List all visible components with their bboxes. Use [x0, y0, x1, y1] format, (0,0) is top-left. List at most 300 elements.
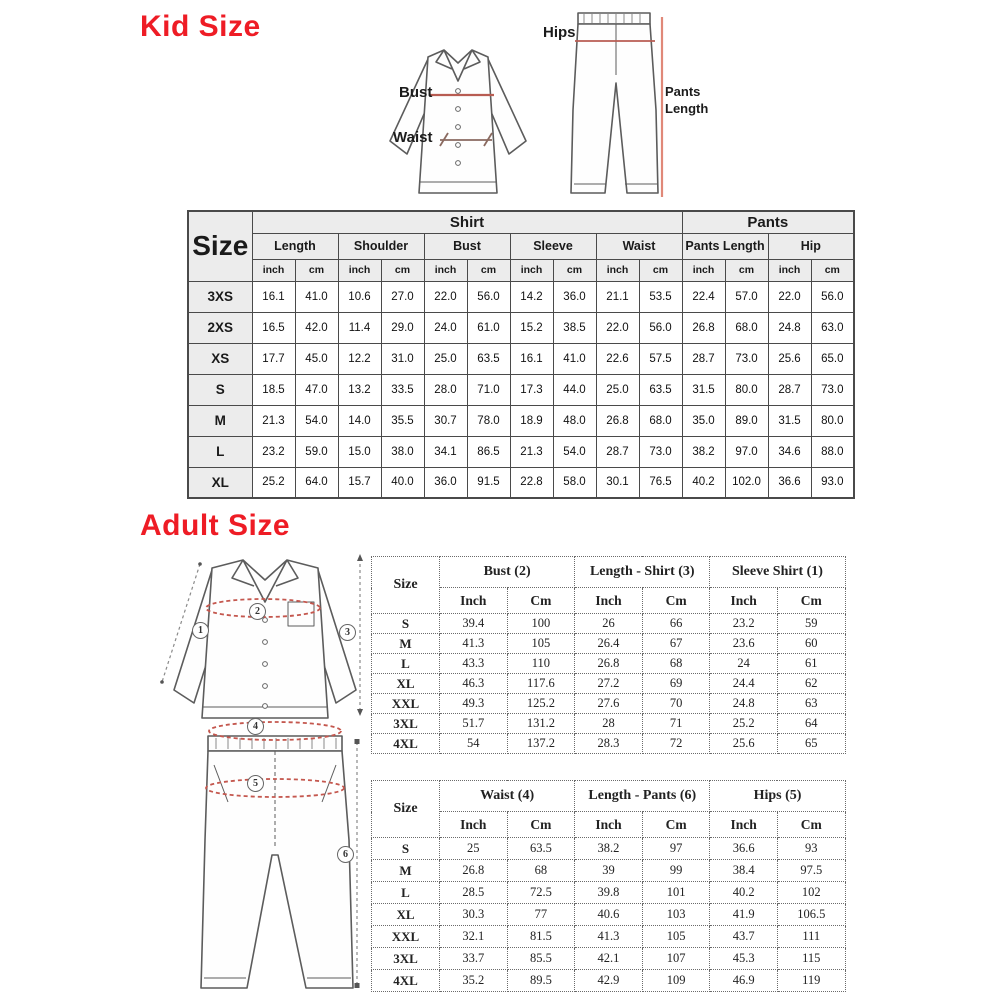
size-cell: XXL [372, 926, 440, 948]
adult-pants-table-row [372, 860, 846, 882]
adult-shirt-table-unit-row [372, 588, 846, 614]
value-cell: 22.0 [424, 281, 467, 312]
unit-header-cell: Inch [440, 588, 508, 614]
adult-shirt-size-table [371, 556, 846, 754]
value-cell: 56.0 [811, 281, 854, 312]
value-cell: 93.0 [811, 467, 854, 498]
value-cell: 33.5 [381, 374, 424, 405]
value-cell: 125.2 [507, 694, 575, 714]
value-cell: 24.4 [710, 674, 778, 694]
value-cell: 101 [642, 882, 710, 904]
value-cell: 28.0 [424, 374, 467, 405]
section-header-cell: Pants [682, 211, 854, 233]
size-cell: L [188, 436, 252, 467]
size-cell: 3XL [372, 948, 440, 970]
adult-shirt-table-row [372, 694, 846, 714]
value-cell: 115 [777, 948, 845, 970]
value-cell: 29.0 [381, 312, 424, 343]
adult-shirt-table-row [372, 674, 846, 694]
unit-header-cell: cm [639, 259, 682, 281]
adult-shirt-table-row [372, 714, 846, 734]
value-cell: 40.2 [682, 467, 725, 498]
value-cell: 36.0 [553, 281, 596, 312]
unit-header-cell: Cm [777, 588, 845, 614]
value-cell: 86.5 [467, 436, 510, 467]
unit-header-cell: inch [682, 259, 725, 281]
value-cell: 81.5 [507, 926, 575, 948]
size-cell: XXL [372, 694, 440, 714]
measure-header-cell: Shoulder [338, 233, 424, 259]
value-cell: 110 [507, 654, 575, 674]
value-cell: 24.8 [710, 694, 778, 714]
adult-pants-table-unit-row [372, 812, 846, 838]
value-cell: 40.2 [710, 882, 778, 904]
value-cell: 63.5 [507, 838, 575, 860]
size-header-cell: Size [372, 557, 440, 614]
value-cell: 119 [777, 970, 845, 992]
value-cell: 35.0 [682, 405, 725, 436]
value-cell: 47.0 [295, 374, 338, 405]
size-cell: M [372, 860, 440, 882]
adult-shirt-drawing [174, 560, 356, 718]
value-cell: 76.5 [639, 467, 682, 498]
value-cell: 28.3 [575, 734, 643, 754]
value-cell: 40.6 [575, 904, 643, 926]
value-cell: 85.5 [507, 948, 575, 970]
value-cell: 40.0 [381, 467, 424, 498]
value-cell: 41.0 [295, 281, 338, 312]
value-cell: 25.2 [710, 714, 778, 734]
adult-pants-table-row [372, 948, 846, 970]
arrow-up [357, 554, 363, 561]
value-cell: 48.0 [553, 405, 596, 436]
value-cell: 26.8 [596, 405, 639, 436]
value-cell: 17.7 [252, 343, 295, 374]
value-cell: 41.0 [553, 343, 596, 374]
kid-table-row [188, 405, 854, 436]
size-cell: 4XL [372, 970, 440, 992]
value-cell: 73.0 [639, 436, 682, 467]
value-cell: 22.0 [768, 281, 811, 312]
value-cell: 43.3 [440, 654, 508, 674]
kid-garment-diagram [370, 5, 710, 205]
kid-table-row [188, 312, 854, 343]
value-cell: 65 [777, 734, 845, 754]
measure-header-cell: Length - Pants (6) [575, 781, 710, 812]
adult-size-title: Adult Size [140, 509, 291, 542]
value-cell: 63 [777, 694, 845, 714]
kid-table-unit-row [188, 259, 854, 281]
value-cell: 60 [777, 634, 845, 654]
unit-header-cell: inch [596, 259, 639, 281]
value-cell: 78.0 [467, 405, 510, 436]
unit-header-cell: Cm [507, 588, 575, 614]
unit-header-cell: inch [424, 259, 467, 281]
measure-square [355, 983, 360, 988]
value-cell: 14.2 [510, 281, 553, 312]
value-cell: 88.0 [811, 436, 854, 467]
value-cell: 66 [642, 614, 710, 634]
value-cell: 53.5 [639, 281, 682, 312]
value-cell: 24.0 [424, 312, 467, 343]
value-cell: 24 [710, 654, 778, 674]
unit-header-cell: Inch [710, 588, 778, 614]
value-cell: 31.5 [682, 374, 725, 405]
value-cell: 63.5 [467, 343, 510, 374]
marker-sleeve-1: 1 [192, 622, 209, 639]
size-header-cell: Size [188, 211, 252, 281]
value-cell: 41.3 [440, 634, 508, 654]
value-cell: 51.7 [440, 714, 508, 734]
kid-size-table [187, 210, 855, 499]
value-cell: 56.0 [639, 312, 682, 343]
value-cell: 59 [777, 614, 845, 634]
size-cell: XL [372, 674, 440, 694]
value-cell: 64.0 [295, 467, 338, 498]
value-cell: 97.0 [725, 436, 768, 467]
value-cell: 22.0 [596, 312, 639, 343]
waist-label: Waist [393, 129, 433, 146]
value-cell: 28.7 [596, 436, 639, 467]
value-cell: 99 [642, 860, 710, 882]
marker-bust-2: 2 [249, 603, 266, 620]
kid-size-title: Kid Size [140, 10, 261, 43]
value-cell: 105 [507, 634, 575, 654]
kid-table-row [188, 436, 854, 467]
unit-header-cell: inch [252, 259, 295, 281]
kid-table-row [188, 374, 854, 405]
value-cell: 102 [777, 882, 845, 904]
measure-header-cell: Pants Length [682, 233, 768, 259]
value-cell: 21.3 [510, 436, 553, 467]
measure-header-cell: Hip [768, 233, 854, 259]
value-cell: 57.5 [639, 343, 682, 374]
value-cell: 68 [507, 860, 575, 882]
unit-header-cell: inch [338, 259, 381, 281]
value-cell: 44.0 [553, 374, 596, 405]
value-cell: 27.6 [575, 694, 643, 714]
value-cell: 25 [440, 838, 508, 860]
value-cell: 15.0 [338, 436, 381, 467]
value-cell: 27.0 [381, 281, 424, 312]
value-cell: 63.0 [811, 312, 854, 343]
value-cell: 61.0 [467, 312, 510, 343]
value-cell: 80.0 [811, 405, 854, 436]
value-cell: 23.2 [710, 614, 778, 634]
arrow-down [357, 709, 363, 716]
value-cell: 11.4 [338, 312, 381, 343]
value-cell: 30.1 [596, 467, 639, 498]
value-cell: 57.0 [725, 281, 768, 312]
value-cell: 18.5 [252, 374, 295, 405]
value-cell: 38.5 [553, 312, 596, 343]
size-header-cell: Size [372, 781, 440, 838]
value-cell: 68 [642, 654, 710, 674]
size-cell: M [372, 634, 440, 654]
value-cell: 17.3 [510, 374, 553, 405]
marker-shirt-length-3: 3 [339, 624, 356, 641]
value-cell: 61 [777, 654, 845, 674]
adult-pants-table-row [372, 970, 846, 992]
size-cell: XL [372, 904, 440, 926]
value-cell: 43.7 [710, 926, 778, 948]
value-cell: 21.3 [252, 405, 295, 436]
measure-header-cell: Length [252, 233, 338, 259]
value-cell: 16.5 [252, 312, 295, 343]
value-cell: 106.5 [777, 904, 845, 926]
value-cell: 65.0 [811, 343, 854, 374]
value-cell: 38.2 [575, 838, 643, 860]
value-cell: 23.2 [252, 436, 295, 467]
value-cell: 89.0 [725, 405, 768, 436]
value-cell: 10.6 [338, 281, 381, 312]
measure-header-cell: Waist (4) [440, 781, 575, 812]
marker-hips-5: 5 [247, 775, 264, 792]
value-cell: 89.5 [507, 970, 575, 992]
measure-header-cell: Sleeve Shirt (1) [710, 557, 845, 588]
unit-header-cell: Cm [642, 588, 710, 614]
value-cell: 26.8 [575, 654, 643, 674]
value-cell: 36.0 [424, 467, 467, 498]
value-cell: 12.2 [338, 343, 381, 374]
value-cell: 15.7 [338, 467, 381, 498]
value-cell: 26.8 [440, 860, 508, 882]
value-cell: 69 [642, 674, 710, 694]
unit-header-cell: cm [295, 259, 338, 281]
value-cell: 97 [642, 838, 710, 860]
value-cell: 41.3 [575, 926, 643, 948]
value-cell: 33.7 [440, 948, 508, 970]
value-cell: 105 [642, 926, 710, 948]
value-cell: 36.6 [768, 467, 811, 498]
adult-pants-table-row [372, 904, 846, 926]
unit-header-cell: Cm [642, 812, 710, 838]
value-cell: 54.0 [553, 436, 596, 467]
value-cell: 26 [575, 614, 643, 634]
value-cell: 24.8 [768, 312, 811, 343]
size-cell: S [372, 838, 440, 860]
measure-header-cell: Hips (5) [710, 781, 845, 812]
unit-header-cell: Inch [710, 812, 778, 838]
size-cell: M [188, 405, 252, 436]
value-cell: 45.0 [295, 343, 338, 374]
unit-header-cell: cm [811, 259, 854, 281]
value-cell: 77 [507, 904, 575, 926]
value-cell: 22.6 [596, 343, 639, 374]
kid-table-measure-row [188, 233, 854, 259]
value-cell: 93 [777, 838, 845, 860]
value-cell: 68.0 [639, 405, 682, 436]
value-cell: 49.3 [440, 694, 508, 714]
value-cell: 36.6 [710, 838, 778, 860]
value-cell: 71.0 [467, 374, 510, 405]
unit-header-cell: cm [467, 259, 510, 281]
value-cell: 22.4 [682, 281, 725, 312]
value-cell: 38.2 [682, 436, 725, 467]
adult-shirt-table-row [372, 654, 846, 674]
value-cell: 30.3 [440, 904, 508, 926]
unit-header-cell: cm [725, 259, 768, 281]
value-cell: 41.9 [710, 904, 778, 926]
value-cell: 25.2 [252, 467, 295, 498]
measure-header-cell: Waist [596, 233, 682, 259]
adult-shirt-table-header-row [372, 557, 846, 588]
bust-label: Bust [399, 84, 433, 101]
value-cell: 22.8 [510, 467, 553, 498]
adult-pants-table-row [372, 838, 846, 860]
adult-pants-drawing [201, 736, 353, 988]
value-cell: 13.2 [338, 374, 381, 405]
value-cell: 39 [575, 860, 643, 882]
value-cell: 107 [642, 948, 710, 970]
kid-table-container [187, 210, 855, 499]
value-cell: 31.0 [381, 343, 424, 374]
unit-header-cell: inch [768, 259, 811, 281]
value-cell: 30.7 [424, 405, 467, 436]
pants-length-label: Pants Length [665, 84, 709, 116]
value-cell: 28.5 [440, 882, 508, 904]
unit-header-cell: inch [510, 259, 553, 281]
value-cell: 39.4 [440, 614, 508, 634]
kid-table-row [188, 467, 854, 498]
marker-waist-4: 4 [247, 718, 264, 735]
value-cell: 131.2 [507, 714, 575, 734]
value-cell: 42.0 [295, 312, 338, 343]
measure-header-cell: Bust [424, 233, 510, 259]
measure-dot [160, 680, 164, 684]
marker-pants-length-6: 6 [337, 846, 354, 863]
value-cell: 46.9 [710, 970, 778, 992]
value-cell: 103 [642, 904, 710, 926]
value-cell: 54 [440, 734, 508, 754]
measure-header-cell: Length - Shirt (3) [575, 557, 710, 588]
value-cell: 28.7 [768, 374, 811, 405]
adult-pants-table-row [372, 882, 846, 904]
value-cell: 26.8 [682, 312, 725, 343]
adult-pants-table-header-row [372, 781, 846, 812]
value-cell: 45.3 [710, 948, 778, 970]
size-cell: 4XL [372, 734, 440, 754]
value-cell: 64 [777, 714, 845, 734]
value-cell: 15.2 [510, 312, 553, 343]
value-cell: 26.4 [575, 634, 643, 654]
size-cell: L [372, 654, 440, 674]
value-cell: 34.6 [768, 436, 811, 467]
value-cell: 46.3 [440, 674, 508, 694]
value-cell: 80.0 [725, 374, 768, 405]
value-cell: 42.1 [575, 948, 643, 970]
value-cell: 91.5 [467, 467, 510, 498]
value-cell: 25.6 [768, 343, 811, 374]
kid-table-header-row [188, 211, 854, 233]
adult-shirt-table-row [372, 614, 846, 634]
value-cell: 71 [642, 714, 710, 734]
unit-header-cell: cm [381, 259, 424, 281]
value-cell: 18.9 [510, 405, 553, 436]
unit-header-cell: Inch [575, 812, 643, 838]
value-cell: 25.6 [710, 734, 778, 754]
value-cell: 54.0 [295, 405, 338, 436]
value-cell: 35.2 [440, 970, 508, 992]
kid-table-row [188, 343, 854, 374]
unit-header-cell: Cm [507, 812, 575, 838]
value-cell: 14.0 [338, 405, 381, 436]
value-cell: 28 [575, 714, 643, 734]
unit-header-cell: Inch [440, 812, 508, 838]
value-cell: 38.4 [710, 860, 778, 882]
kid-pants-drawing [571, 13, 658, 193]
value-cell: 38.0 [381, 436, 424, 467]
adult-pants-table-row [372, 926, 846, 948]
value-cell: 97.5 [777, 860, 845, 882]
value-cell: 109 [642, 970, 710, 992]
value-cell: 68.0 [725, 312, 768, 343]
unit-header-cell: Cm [777, 812, 845, 838]
unit-header-cell: cm [553, 259, 596, 281]
value-cell: 56.0 [467, 281, 510, 312]
value-cell: 16.1 [510, 343, 553, 374]
value-cell: 21.1 [596, 281, 639, 312]
adult-pants-table-container [371, 780, 846, 992]
kid-shirt-drawing [390, 50, 526, 193]
measure-dot [198, 562, 202, 566]
value-cell: 31.5 [768, 405, 811, 436]
value-cell: 27.2 [575, 674, 643, 694]
size-cell: S [372, 614, 440, 634]
adult-shirt-table-container [371, 556, 846, 754]
value-cell: 67 [642, 634, 710, 654]
measure-square [355, 739, 360, 744]
value-cell: 73.0 [725, 343, 768, 374]
value-cell: 39.8 [575, 882, 643, 904]
adult-shirt-table-row [372, 634, 846, 654]
value-cell: 58.0 [553, 467, 596, 498]
value-cell: 63.5 [639, 374, 682, 405]
size-cell: 3XL [372, 714, 440, 734]
value-cell: 62 [777, 674, 845, 694]
hips-label: Hips [543, 24, 576, 41]
value-cell: 35.5 [381, 405, 424, 436]
size-cell: 3XS [188, 281, 252, 312]
adult-pants-size-table [371, 780, 846, 992]
value-cell: 32.1 [440, 926, 508, 948]
measure-header-cell: Bust (2) [440, 557, 575, 588]
value-cell: 100 [507, 614, 575, 634]
value-cell: 111 [777, 926, 845, 948]
adult-shirt-table-row [372, 734, 846, 754]
value-cell: 73.0 [811, 374, 854, 405]
value-cell: 72.5 [507, 882, 575, 904]
size-cell: S [188, 374, 252, 405]
unit-header-cell: Inch [575, 588, 643, 614]
size-cell: XL [188, 467, 252, 498]
value-cell: 25.0 [424, 343, 467, 374]
value-cell: 23.6 [710, 634, 778, 654]
measure-header-cell: Sleeve [510, 233, 596, 259]
value-cell: 42.9 [575, 970, 643, 992]
value-cell: 59.0 [295, 436, 338, 467]
value-cell: 117.6 [507, 674, 575, 694]
value-cell: 137.2 [507, 734, 575, 754]
value-cell: 72 [642, 734, 710, 754]
value-cell: 70 [642, 694, 710, 714]
size-cell: XS [188, 343, 252, 374]
size-cell: 2XS [188, 312, 252, 343]
value-cell: 28.7 [682, 343, 725, 374]
section-header-cell: Shirt [252, 211, 682, 233]
size-cell: L [372, 882, 440, 904]
value-cell: 25.0 [596, 374, 639, 405]
